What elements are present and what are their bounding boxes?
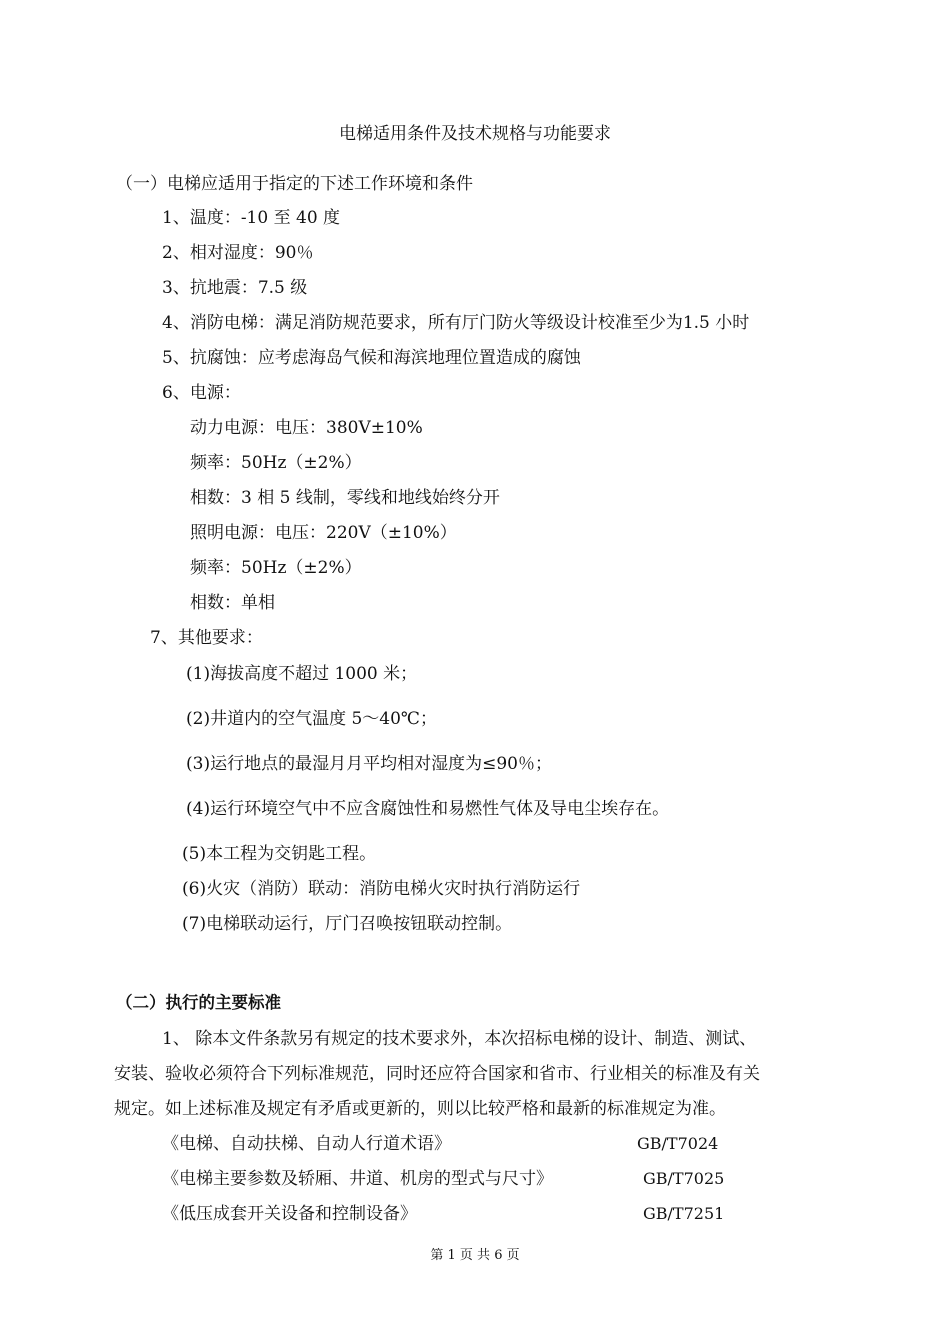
- section-1-heading: （一）电梯应适用于指定的下述工作环境和条件: [116, 174, 473, 194]
- condition-item-fire-elevator: 4、消防电梯：满足消防规范要求，所有厅门防火等级设计校准至少为1.5 小时: [162, 313, 750, 333]
- other-requirement-group-control: (7)电梯联动运行，厅门召唤按钮联动控制。: [182, 914, 513, 934]
- power-line-voltage: 动力电源：电压：380V±10%: [190, 418, 423, 438]
- condition-item-humidity: 2、相对湿度：90％: [162, 243, 314, 263]
- condition-item-temperature: 1、温度：-10 至 40 度: [162, 208, 341, 228]
- other-requirement-humidity: (3)运行地点的最湿月月平均相对湿度为≤90％；: [186, 754, 552, 774]
- lighting-line-voltage: 照明电源：电压：220V（±10%）: [190, 523, 457, 543]
- condition-item-power: 6、电源：: [162, 383, 241, 403]
- standards-paragraph-line-1: 1、 除本文件条款另有规定的技术要求外，本次招标电梯的设计、制造、测试、: [162, 1029, 757, 1049]
- standard-code-7251: GB/T7251: [643, 1204, 725, 1223]
- other-requirement-altitude: (1)海拔高度不超过 1000 米；: [186, 664, 418, 684]
- other-requirements-heading: 7、其他要求：: [150, 628, 263, 648]
- standards-paragraph-line-2: 安装、验收必须符合下列标准规范，同时还应符合国家和省市、行业相关的标准及有关: [114, 1064, 760, 1084]
- lighting-line-frequency: 频率：50Hz（±2%）: [190, 558, 362, 578]
- standard-name-7025: 《电梯主要参数及轿厢、井道、机房的型式与尺寸》: [162, 1169, 553, 1189]
- other-requirement-fire-linkage: (6)火灾（消防）联动：消防电梯火灾时执行消防运行: [182, 879, 581, 899]
- standard-name-7251: 《低压成套开关设备和控制设备》: [162, 1204, 417, 1224]
- standards-paragraph-line-3: 规定。如上述标准及规定有矛盾或更新的，则以比较严格和最新的标准规定为准。: [114, 1099, 726, 1119]
- page-number-footer: 第 1 页 共 6 页: [430, 1248, 520, 1263]
- standard-code-7025: GB/T7025: [643, 1169, 725, 1188]
- condition-item-seismic: 3、抗地震：7.5 级: [162, 278, 308, 298]
- condition-item-corrosion: 5、抗腐蚀：应考虑海岛气候和海滨地理位置造成的腐蚀: [162, 348, 581, 368]
- other-requirement-turnkey: (5)本工程为交钥匙工程。: [182, 844, 377, 864]
- lighting-line-phase: 相数：单相: [190, 593, 275, 613]
- section-2-heading: （二）执行的主要标准: [116, 993, 281, 1012]
- other-requirement-shaft-temperature: (2)井道内的空气温度 5～40℃；: [186, 709, 437, 729]
- document-title: 电梯适用条件及技术规格与功能要求: [339, 124, 611, 144]
- other-requirement-air: (4)运行环境空气中不应含腐蚀性和易燃性气体及导电尘埃存在。: [186, 799, 670, 819]
- power-line-frequency: 频率：50Hz（±2%）: [190, 453, 362, 473]
- standard-code-7024: GB/T7024: [637, 1134, 719, 1153]
- standard-name-7024: 《电梯、自动扶梯、自动人行道术语》: [162, 1134, 451, 1154]
- power-line-phase: 相数：3 相 5 线制，零线和地线始终分开: [190, 488, 500, 508]
